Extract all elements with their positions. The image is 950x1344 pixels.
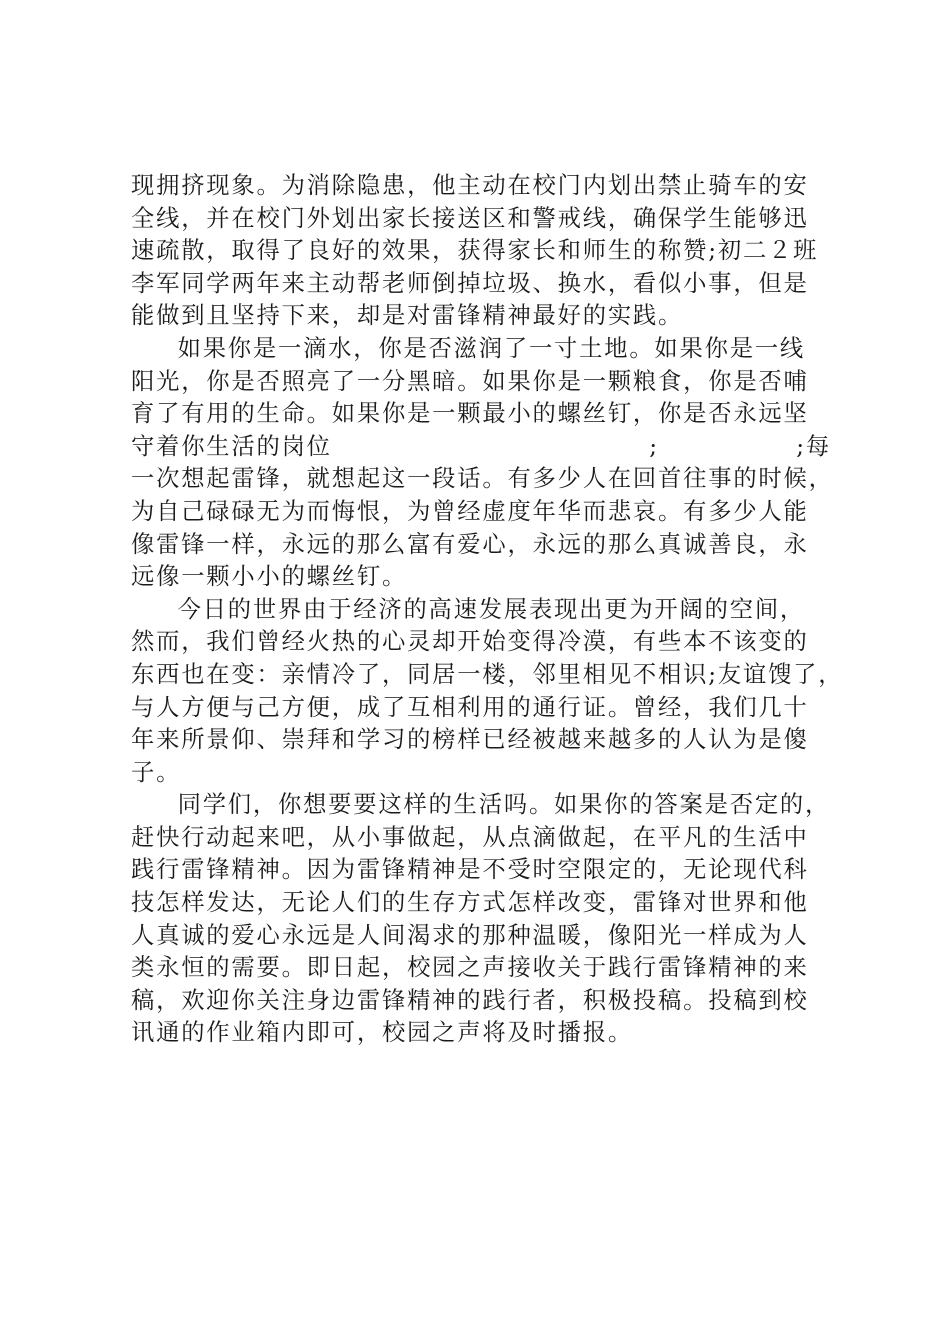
text-line: 远像一颗小小的螺丝钉。: [131, 563, 408, 591]
text-line: 人真诚的爱心永远是人间渴求的那种温暖，像阳光一样成为人: [131, 921, 809, 949]
text-line: 类永恒的需要。即日起，校园之声接收关于践行雷锋精神的来: [131, 954, 809, 982]
text-line: 李军同学两年来主动帮老师倒掉垃圾、换水，看似小事，但是: [131, 269, 809, 297]
text-line: 技怎样发达，无论人们的生存方式怎样改变，雷锋对世界和他: [131, 889, 809, 917]
text-line: 然而，我们曾经火热的心灵却开始变得冷漠，有些本不该变的: [131, 628, 809, 656]
text-line: 践行雷锋精神。因为雷锋精神是不受时空限定的，无论现代科: [131, 856, 809, 884]
text-line: 今日的世界由于经济的高速发展表现出更为开阔的空间，: [177, 595, 806, 623]
text-line: 速疏散，取得了良好的效果，获得家长和师生的称赞;初二２班: [131, 237, 819, 265]
text-segment: ;每: [796, 432, 831, 460]
text-line: 子。: [131, 758, 182, 786]
paragraph-1: [131, 170, 831, 333]
text-segment: ;: [649, 432, 659, 460]
document-page: [131, 170, 844, 1050]
text-line: 育了有用的生命。如果你是一颗最小的螺丝钉，你是否永远坚: [131, 400, 809, 428]
text-line: 全线，并在校门外划出家长接送区和警戒线，确保学生能够迅: [131, 204, 809, 232]
text-line: 能做到且坚持下来，却是对雷锋精神最好的实践。: [131, 302, 684, 330]
text-line: 一次想起雷锋，就想起这一段话。有多少人在回首往事的时候，: [131, 465, 834, 493]
text-line: 如果你是一滴水，你是否滋润了一寸土地。如果你是一线: [177, 334, 806, 362]
text-line: 年来所景仰、崇拜和学习的榜样已经被越来越多的人认为是傻: [131, 726, 809, 754]
text-line: 与人方便与己方便，成了互相利用的通行证。曾经，我们几十: [131, 693, 809, 721]
text-line: 讯通的作业箱内即可，校园之声将及时播报。: [131, 1019, 633, 1047]
text-line: 像雷锋一样，永远的那么富有爱心，永远的那么真诚善良，永: [131, 530, 809, 558]
paragraph-3: [131, 594, 844, 790]
text-line: 赶快行动起来吧，从小事做起，从点滴做起，在平凡的生活中: [131, 823, 809, 851]
text-line: 阳光，你是否照亮了一分黑暗。如果你是一颗粮食，你是否哺: [131, 367, 809, 395]
text-line: 稿，欢迎你关注身边雷锋精神的践行者，积极投稿。投稿到校: [131, 986, 809, 1014]
text-segment: 守着你生活的岗位: [131, 432, 332, 460]
text-line: 为自己碌碌无为而悔恨，为曾经虚度年华而悲哀。有多少人能: [131, 497, 809, 525]
text-line: 现拥挤现象。为消除隐患，他主动在校门内划出禁止骑车的安: [131, 172, 809, 199]
paragraph-2: [131, 333, 834, 594]
text-line: 同学们，你想要要这样的生活吗。如果你的答案是否定的，: [177, 791, 831, 819]
paragraph-4: [131, 789, 831, 1050]
text-line-with-gaps: [131, 431, 831, 464]
text-line: 东西也在变：亲情冷了，同居一楼，邻里相见不相识;友谊馊了，: [131, 660, 844, 688]
